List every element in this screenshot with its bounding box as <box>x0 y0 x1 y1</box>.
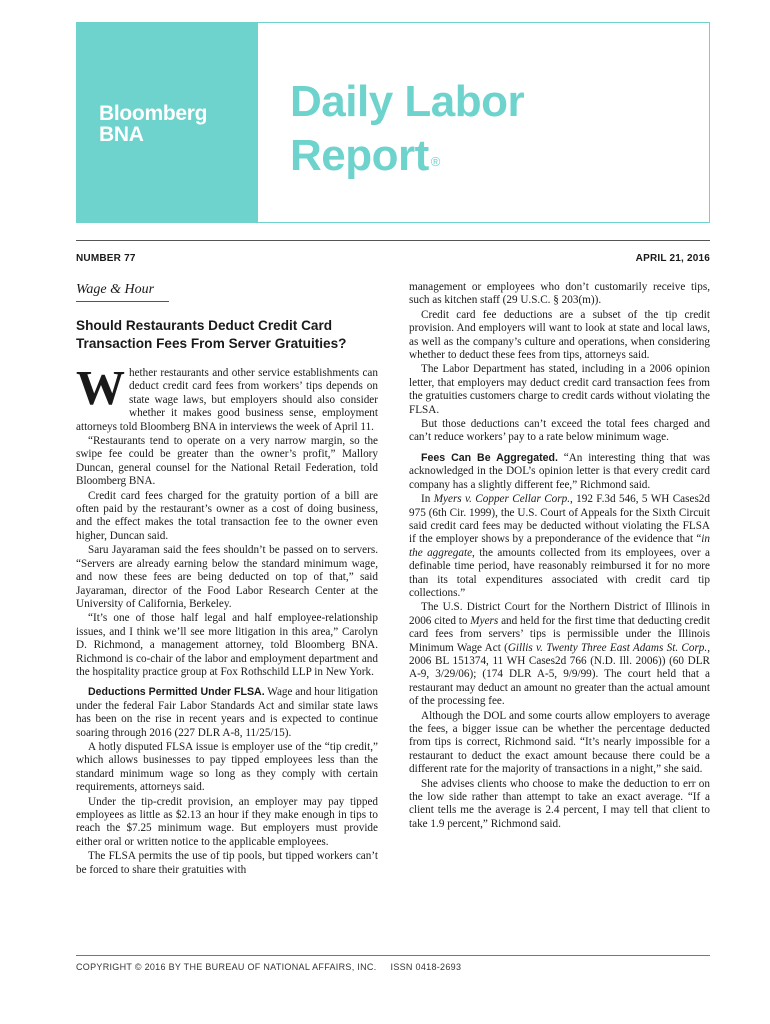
paragraph: She advises clients who choose to make the deduction to err on the low side rather than attempt to take an exact average. “If a client tells me the average is 2.4 percent, I may tell that client to take 1.9 percent,” Richmond said. <box>409 777 710 830</box>
paragraph: Saru Jayaraman said the fees shouldn’t be passed on to servers. “Servers are already earning below the standard minimum wage, and now these fees are being deducted on top of that,” said Jayaraman, director of the Food Labor Research Center at the University of California, Berkeley. <box>76 544 378 610</box>
text-run: , 2006 BL 151374, 11 WH Cases2d 766 (N.D. Ill. 2006)) (60 DLR A-9, 3/29/06); (174 DLR A-5, 9/9/99). The court held that a restaurant may deduct an amount no greater than the actual amount of the processing fee. <box>409 641 710 708</box>
paragraph <box>409 493 710 600</box>
paragraph <box>409 452 710 492</box>
paragraph: management or employees who don’t customarily receive tips, such as kitchen staff (29 U.S.C. § 203(m)). <box>409 281 710 307</box>
title-line-2 <box>290 129 524 183</box>
masthead <box>76 22 710 223</box>
publication-title <box>290 75 524 183</box>
footer-divider <box>76 955 710 956</box>
registered-mark: ® <box>430 154 440 169</box>
paragraph: Credit card fee deductions are a subset of the tip credit provision. And employers will want to look at state and local laws, as well as the company’s culture and operations, when considering whether to deduct these fees from tips, attorneys said. <box>409 308 710 362</box>
copyright-notice: COPYRIGHT © 2016 BY THE BUREAU OF NATIONAL AFFAIRS, INC. <box>76 962 377 972</box>
article-headline <box>76 317 378 353</box>
title-line-1: Daily Labor <box>290 77 525 126</box>
paragraph: Under the tip-credit provision, an employer may pay tipped employees as little as $2.13 an hour if they make enough in tips to reach the $7.25 minimum wage. But employers must provide either oral or written notice to the applicable employees. <box>76 795 378 848</box>
issue-date: APRIL 21, 2016 <box>635 253 710 264</box>
drop-cap: W <box>76 360 125 415</box>
issue-number: NUMBER 77 <box>76 253 136 264</box>
paragraph: Credit card fees charged for the gratuity portion of a bill are often paid by the restaurant’s owner as a cost of doing business, and the effect makes the total transaction fee to the owner even higher, Duncan said. <box>76 489 378 542</box>
paragraph: But those deductions can’t exceed the total fees charged and can’t reduce workers’ pay to a rate below minimum wage. <box>409 418 710 444</box>
paragraph <box>409 601 710 708</box>
subhead-aggregated: Fees Can Be Aggregated. <box>421 451 558 464</box>
headline-line-1: Should Restaurants Deduct Credit Card <box>76 318 333 333</box>
paragraph: The FLSA permits the use of tip pools, but tipped workers can’t be forced to share their gratuities with <box>76 850 378 876</box>
paragraph <box>76 360 378 434</box>
paragraph: “It’s one of those half legal and half employee-relationship issues, and I think we’ll see more litigation in this area,” Carolyn D. Richmond, a management attorney, told Bloomberg BNA. Richmond is co-chair of the labor and employment department and the hospitality practice group at Fox Rothschild LLP in New York. <box>76 612 378 678</box>
text-run: , the amounts collected from its employees, over a definable time period, have reasonably reimbursed it for no more than its total expenditures associated with credit card tip collections.” <box>409 546 710 599</box>
paragraph <box>76 686 378 740</box>
subhead-deductions: Deductions Permitted Under FLSA. <box>88 686 265 699</box>
paragraph: A hotly disputed FLSA issue is employer use of the “tip credit,” which allows businesses to pay tipped employees less than the standard minimum wage so long as they comply with certain requirements, attorneys said. <box>76 740 378 794</box>
page-footer <box>76 962 461 972</box>
issn: ISSN 0418-2693 <box>390 962 462 972</box>
bloomberg-bna-logo <box>99 103 207 145</box>
paragraph: The Labor Department has stated, including in a 2006 opinion letter, that employers may deduct credit card transaction fees from the gratuities customers charge to credit cards without violating the FLSA. <box>409 363 710 416</box>
right-column <box>409 281 710 832</box>
case-citation: Myers v. Copper Cellar Corp. <box>433 493 570 506</box>
logo-line-1: Bloomberg <box>99 102 208 125</box>
text-run: and held for the first time that deducting credit card fees from servers’ tips is permissible under the Illinois Minimum Wage Act ( <box>409 614 710 654</box>
case-citation: Gillis v. Twenty Three East Adams St. Corp. <box>507 641 708 654</box>
paragraph: Although the DOL and some courts allow employers to average the fees, a bigger issue can be whether the percentage deducted from tips is correct, Richmond said. “It’s nearly impossible for a restaurant to deduct the exact amount because there could be a different rate for the majority of transactions in a night,” she said. <box>409 709 710 776</box>
headline-line-2: Transaction Fees From Server Gratuities? <box>76 336 347 351</box>
text-run: The U.S. District Court for the Northern District of Illinois in 2006 cited to <box>409 601 710 627</box>
paragraph: “Restaurants tend to operate on a very narrow margin, so the swipe fee could be greater than the owner’s profit,” Mallory Duncan, general counsel for the National Retail Federation, told Bloomberg BNA. <box>76 435 378 488</box>
paragraph-text: Wage and hour litigation under the federal Fair Labor Standards Act and similar state laws has been on the rise in recent years and is expected to continue soaring through 2016 (227 DLR A-8, 11/25/15). <box>76 686 378 739</box>
text-run: , 192 F.3d 546, 5 WH Cases2d 975 (6th Cir. 1999), the U.S. Court of Appeals for the Sixth Circuit said credit card fees may be deducted without violating the FLSA if the employer shows by a preponderance of the evidence that “ <box>409 493 710 546</box>
left-column <box>76 282 378 878</box>
quoted-phrase: in the aggregate <box>409 533 710 559</box>
logo-line-2: BNA <box>99 123 144 146</box>
paragraph-text: hether restaurants and other service establishments can deduct credit card fees from workers’ tips depends on state wage laws, but employers should also consider whether it makes good business sense, employment attorneys told Bloomberg BNA in interviews the week of April 11. <box>76 367 378 433</box>
section-label: Wage & Hour <box>76 282 169 302</box>
text-run: In <box>421 493 434 506</box>
brand-panel <box>77 23 258 222</box>
case-citation: Myers <box>470 614 499 627</box>
title-line-2-text: Report <box>290 131 429 180</box>
header-divider <box>76 240 710 241</box>
paragraph-text: “An interesting thing that was acknowledged in the DOL’s opinion letter is that every credit card company has a slightly different fee,” Richmond said. <box>409 451 710 491</box>
